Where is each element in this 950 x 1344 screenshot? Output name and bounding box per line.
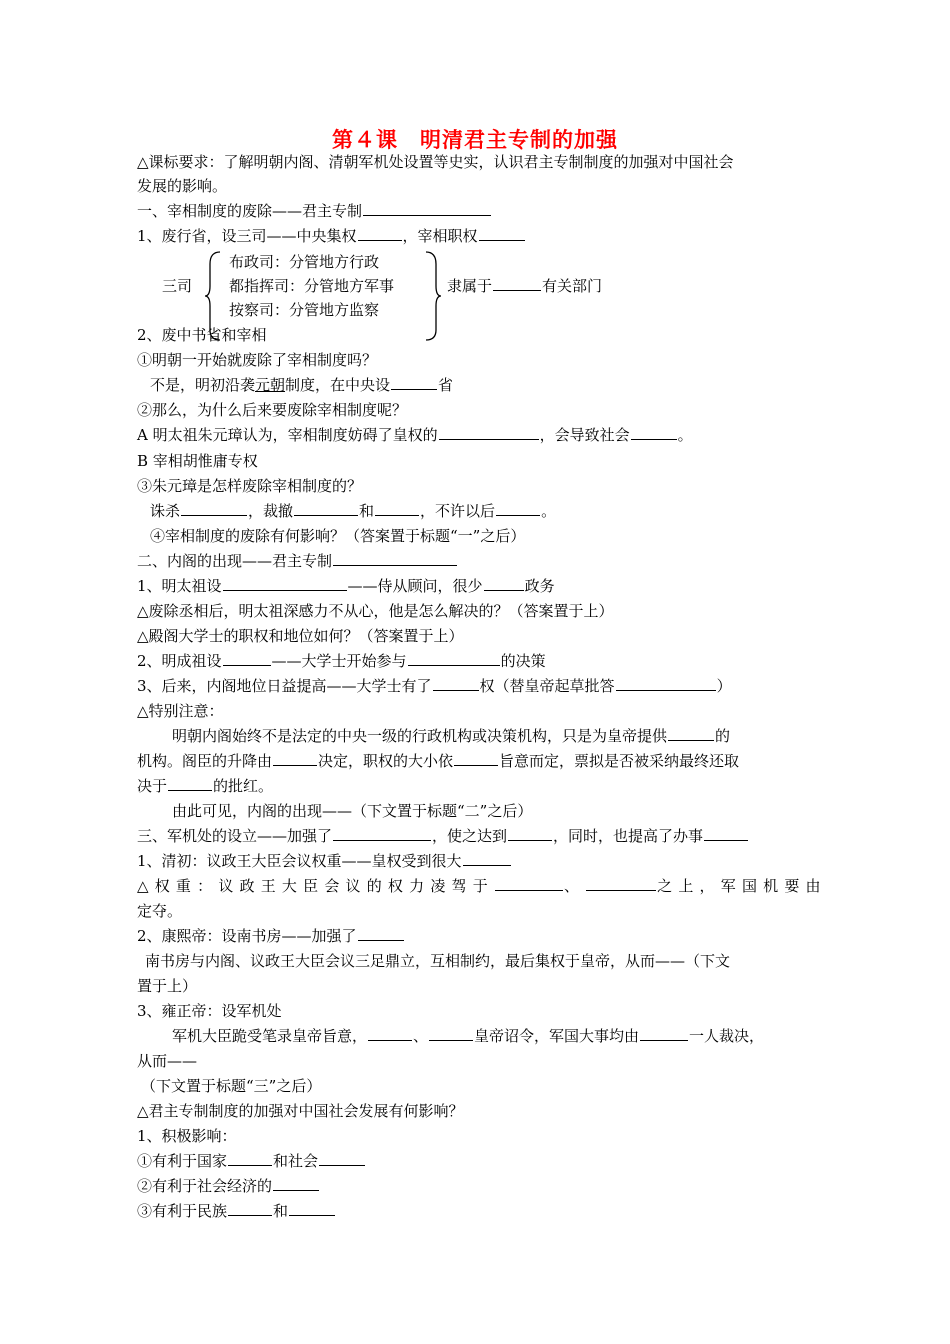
- text: 一、宰相制度的废除——君主专制: [137, 202, 363, 220]
- text: 的批红。: [213, 777, 274, 795]
- reason-b: B 宰相胡惟庸专权: [137, 452, 258, 470]
- line-2-2: [137, 651, 546, 671]
- line-4-1a: [137, 1151, 366, 1171]
- answer-blank: [273, 1176, 319, 1191]
- text: 军机大臣跪受笔录皇帝旨意，: [172, 1027, 368, 1045]
- section-3-heading: [137, 826, 749, 846]
- conclusion-2: 由此可见，内阁的出现——（下文置于标题“二”之后）: [172, 802, 533, 820]
- text: 皇帝诏令，军国大事均由: [474, 1027, 640, 1045]
- text: A 明太祖朱元璋认为，宰相制度妨碍了皇权的: [137, 426, 438, 444]
- line-2-3: [137, 676, 732, 696]
- text: 政务: [524, 577, 555, 595]
- answer-blank: [631, 425, 677, 440]
- text: 和: [273, 1202, 289, 1220]
- text: 之上，军国机要由: [657, 877, 827, 895]
- answer-blank: [223, 576, 347, 591]
- answer-blank: [586, 876, 656, 891]
- line-3-1: [137, 851, 512, 871]
- text: 2、明成祖设: [137, 652, 222, 670]
- line-3-para-1: 南书房与内阁、议政王大臣会议三足鼎立，互相制约，最后集权于皇帝，从而——（下文: [145, 952, 731, 970]
- answer-blank: [463, 851, 511, 866]
- text: 3、后来，内阁地位日益提高——大学士有了: [137, 677, 432, 695]
- text: ，不许以后: [420, 502, 496, 520]
- answer-blank: [363, 201, 491, 216]
- answer-blank: [294, 501, 358, 516]
- text: ，同时，也提高了办事: [553, 827, 704, 845]
- text: 不是，明初沿袭: [150, 376, 256, 394]
- line-4-1: 1、积极影响：: [137, 1127, 237, 1145]
- answer-blank: [640, 1026, 688, 1041]
- text: ，宰相职权: [402, 227, 478, 245]
- text: 、: [563, 877, 586, 895]
- line-3-para-4: 从而——: [137, 1052, 198, 1070]
- text: ，裁撤: [248, 502, 294, 520]
- line-3-2: [137, 926, 405, 946]
- answer-blank: [333, 551, 457, 566]
- text: 机构。阁臣的升降由: [137, 752, 273, 770]
- line-2-q2: △殿阁大学士的职权和地位如何？（答案置于上）: [137, 627, 464, 645]
- text: 决于: [137, 777, 168, 795]
- answer-1: [150, 375, 453, 395]
- sansi-item-1: 布政司：分管地方行政: [229, 253, 380, 271]
- answer-blank: [368, 1026, 412, 1041]
- page-title: 第４课 明清君主专制的加强: [332, 127, 618, 152]
- question-2: ②那么，为什么后来要废除宰相制度呢？: [137, 401, 408, 419]
- section-2-heading: [137, 551, 458, 571]
- sansi-item-3: 按察司：分管地方监察: [229, 301, 380, 319]
- text: 2、康熙帝：设南书房——加强了: [137, 927, 357, 945]
- text: ）: [716, 677, 732, 695]
- answer-blank: [289, 1201, 335, 1216]
- note-heading: △特别注意：: [137, 702, 224, 720]
- note-para-line-2: [137, 751, 739, 771]
- text: 的决策: [500, 652, 546, 670]
- text: 二、内阁的出现——君主专制: [137, 552, 333, 570]
- answer-blank: [484, 576, 524, 591]
- question-3: ③朱元璋是怎样废除宰相制度的？: [137, 477, 363, 495]
- line-3-weight-1: [137, 876, 827, 896]
- text: ，会导致社会: [539, 426, 630, 444]
- answer-blank: [228, 1201, 272, 1216]
- line-1-1: [137, 226, 526, 246]
- answer-blank: [391, 375, 437, 390]
- question-4: ④宰相制度的废除有何影响？（答案置于标题“一”之后）: [150, 527, 526, 545]
- text: 有关部门: [542, 277, 603, 295]
- text: △权重：议政王大臣会议的权力凌驾于: [137, 877, 494, 895]
- text: 旨意而定，票拟是否被采纳最终还取: [499, 752, 740, 770]
- answer-blank: [168, 776, 212, 791]
- text: ——侍从顾问，很少: [347, 577, 483, 595]
- answer-blank: [358, 226, 402, 241]
- note-para-line-1: [172, 726, 730, 746]
- section-1-heading: [137, 201, 492, 221]
- text: 决定，职权的大小依: [318, 752, 454, 770]
- answer-blank: [479, 226, 525, 241]
- answer-blank: [223, 651, 271, 666]
- answer-blank: [495, 876, 563, 891]
- answer-blank: [358, 926, 404, 941]
- answer-blank: [439, 425, 539, 440]
- answer-blank: [333, 826, 431, 841]
- line-3-para-2: 置于上）: [137, 977, 198, 995]
- line-2-q1: △废除丞相后，明太祖深感力不从心，他是怎么解决的？（答案置于上）: [137, 602, 614, 620]
- text: 1、清初：议政王大臣会议权重——皇权受到很大: [137, 852, 462, 870]
- answer-blank: [181, 501, 247, 516]
- text: 。: [677, 426, 693, 444]
- answer-blank: [273, 751, 317, 766]
- text: 和: [359, 502, 375, 520]
- text: ②有利于社会经济的: [137, 1177, 273, 1195]
- line-1-2: 2、废中书省和宰相: [137, 326, 267, 344]
- line-3-para-5: （下文置于标题“三”之后）: [141, 1077, 322, 1095]
- answer-blank: [429, 1026, 473, 1041]
- answer-blank: [228, 1151, 272, 1166]
- answer-blank: [496, 501, 540, 516]
- answer-blank: [668, 726, 714, 741]
- text: 1、明太祖设: [137, 577, 222, 595]
- answer-blank: [319, 1151, 365, 1166]
- underlined-answer: 元朝: [255, 376, 286, 394]
- sansi-right: [447, 276, 602, 296]
- line-3-para-3: [172, 1026, 764, 1046]
- question-1: ①明朝一开始就废除了宰相制度吗？: [137, 351, 378, 369]
- text: 省: [438, 376, 454, 394]
- line-3-weight-2: 定夺。: [137, 902, 183, 920]
- reason-a: [137, 425, 693, 445]
- requirement-line-2: 发展的影响。: [137, 177, 228, 195]
- text: 三、军机处的设立——加强了: [137, 827, 333, 845]
- answer-blank: [375, 501, 419, 516]
- answer-3: [150, 501, 556, 521]
- text: 明朝内阁始终不是法定的中央一级的行政机构或决策机构，只是为皇帝提供: [172, 727, 668, 745]
- sansi-item-2: 都指挥司：分管地方军事: [229, 277, 395, 295]
- line-4-1b: [137, 1176, 320, 1196]
- text: ——大学士开始参与: [271, 652, 407, 670]
- text: 权（替皇帝起草批答: [479, 677, 615, 695]
- text: 隶属于: [447, 277, 493, 295]
- answer-blank: [493, 276, 541, 291]
- answer-blank: [508, 826, 552, 841]
- requirement-line-1: △课标要求：了解明朝内阁、清朝军机处设置等史实，认识君主专制制度的加强对中国社会: [137, 153, 734, 171]
- text: ①有利于国家: [137, 1152, 228, 1170]
- answer-blank: [704, 826, 748, 841]
- answer-blank: [454, 751, 498, 766]
- line-4-1c: [137, 1201, 336, 1221]
- text: ③有利于民族: [137, 1202, 228, 1220]
- text: 。: [541, 502, 557, 520]
- section-4-heading: △君主专制制度的加强对中国社会发展有何影响？: [137, 1102, 464, 1120]
- right-brace-icon: [422, 250, 442, 342]
- answer-blank: [408, 651, 500, 666]
- text: 、: [413, 1027, 429, 1045]
- text: ，使之达到: [432, 827, 508, 845]
- text: 和社会: [273, 1152, 319, 1170]
- line-3-3: 3、雍正帝：设军机处: [137, 1002, 282, 1020]
- text: 1、废行省，设三司——中央集权: [137, 227, 357, 245]
- text: 一人裁决，: [689, 1027, 765, 1045]
- text: 诛杀: [150, 502, 181, 520]
- text: 制度，在中央设: [285, 376, 391, 394]
- answer-blank: [433, 676, 479, 691]
- text: 的: [715, 727, 731, 745]
- answer-blank: [616, 676, 716, 691]
- note-para-line-3: [137, 776, 273, 796]
- line-2-1: [137, 576, 555, 596]
- sansi-label: 三司: [162, 277, 193, 295]
